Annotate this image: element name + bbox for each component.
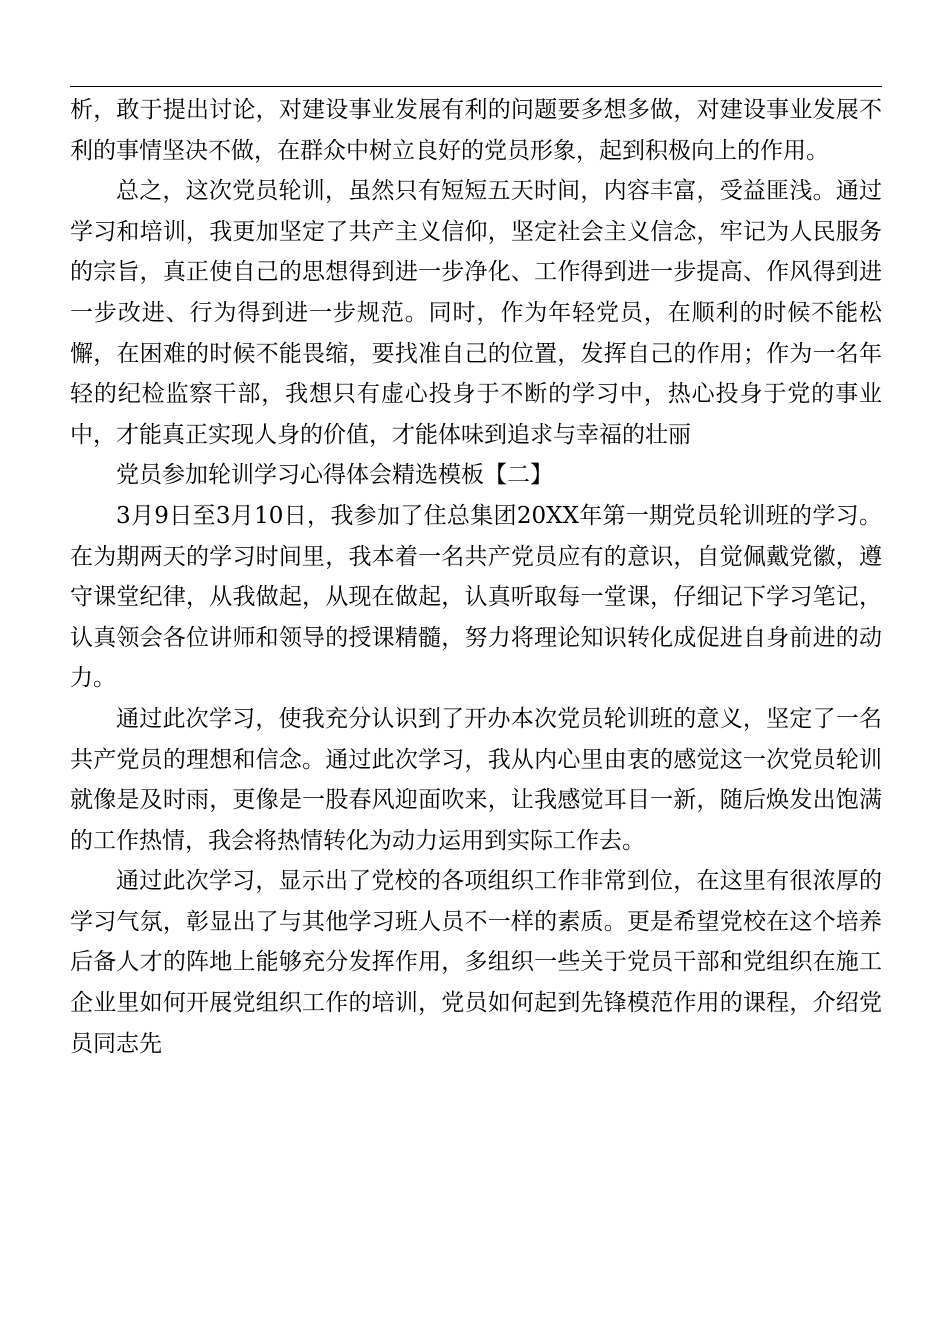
header-rule	[70, 86, 882, 87]
paragraph-summary: 总之，这次党员轮训，虽然只有短短五天时间，内容丰富，受益匪浅。通过学习和培训，我更加坚定了共产主义信仰，坚定社会主义信念，牢记为人民服务的宗旨，真正使自己的思想得到进一步净化、工作得到进一步提高、作风得到进一步改进、行为得到进一步规范。同时，作为年轻党员，在顺利的时候不能松懈，在困难的时候不能畏缩，要找准自己的位置，发挥自己的作用；作为一名年轻的纪检监察干部，我想只有虚心投身于不断的学习中，热心投身于党的事业中，才能真正实现人身的价值，才能体味到追求与幸福的壮丽	[70, 178, 882, 448]
paragraph-continuation: 析，敢于提出讨论，对建设事业发展有利的问题要多想多做，对建设事业发展不利的事情坚决不做，在群众中树立良好的党员形象，起到积极向上的作用。	[70, 97, 882, 164]
paragraph-training-dates: 3月9日至3月10日，我参加了住总集团20XX年第一期党员轮训班的学习。在为期两天的学习时间里，我本着一名共产党员应有的意识，自觉佩戴党徽，遵守课堂纪律，从我做起，从现在做起，认真听取每一堂课，仔细记下学习笔记，认真领会各位讲师和领导的授课精髓，努力将理论知识转化成促进自身前进的动力。	[70, 502, 882, 692]
paragraph-significance: 通过此次学习，使我充分认识到了开办本次党员轮训班的意义，坚定了一名共产党员的理想和信念。通过此次学习，我从内心里由衷的感觉这一次党员轮训就像是及时雨，更像是一股春风迎面吹来，让我感觉耳目一新，随后焕发出饱满的工作热情，我会将热情转化为动力运用到实际工作去。	[70, 705, 882, 854]
paragraph-party-school: 通过此次学习，显示出了党校的各项组织工作非常到位，在这里有很浓厚的学习气氛，彰显出了与其他学习班人员不一样的素质。更是希望党校在这个培养后备人才的阵地上能够充分发挥作用，多组织一些关于党员干部和党组织在施工企业里如何开展党组织工作的培训，党员如何起到先锋模范作用的课程，介绍党员同志先	[70, 868, 882, 1057]
document-body	[70, 90, 882, 1064]
section-heading: 党员参加轮训学习心得体会精选模板【二】	[116, 462, 553, 489]
